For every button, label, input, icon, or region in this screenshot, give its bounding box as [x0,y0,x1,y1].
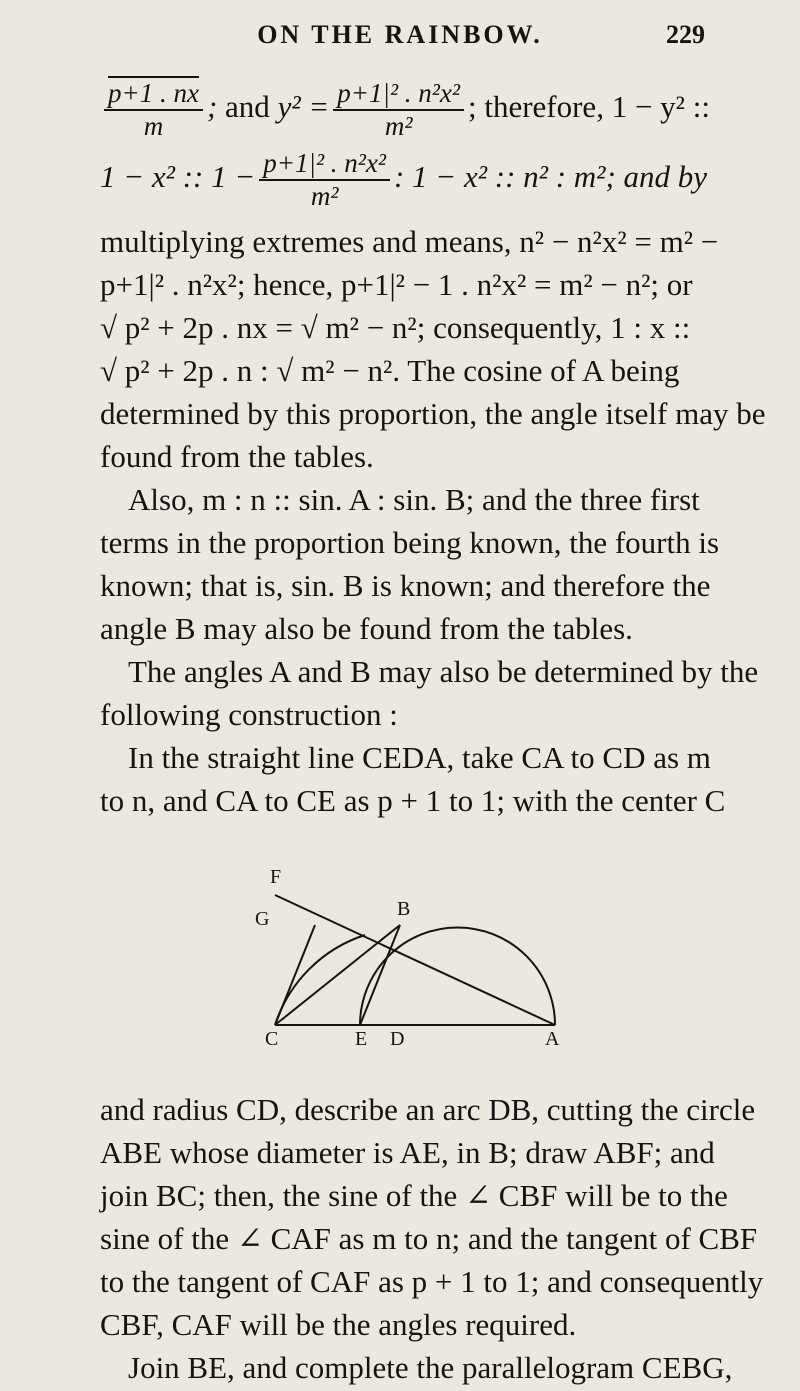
figure-label-b: B [397,898,411,920]
running-title: ON THE RAINBOW. [257,20,543,49]
fraction: $\frac{\text{p+1|² . n²x²}}{\text{m²}}$ [333,80,464,140]
text-line: and radius CD, describe an arc DB, cutting the circle [100,1092,756,1127]
page-number: 229 [666,20,705,49]
text-line: p+1|² . n²x²; hence, p+1|² − 1 . n²x² = m² − n²; or [100,267,693,302]
figure-label-c: C [265,1028,279,1045]
fraction: $\frac{p+1 . nx}{m}$ [104,80,203,140]
figure-label-a: A [545,1028,560,1045]
text-line: sine of the ∠ CAF as m to n; and the tangent of CBF [100,1221,758,1256]
text-line: to the tangent of CAF as p + 1 to 1; and consequently [100,1264,764,1299]
text-line: determined by this proportion, the angle itself may be [100,396,766,431]
text-line: √ p² + 2p . nx = √ m² − n²; consequently, 1 : x :: [100,310,691,345]
text-line: $\frac{p+1 . nx}{m}$ ; and y² = $\frac{\text{p+1|² . n²x²}}{\text{m²}}$ ; therefore, 1 − y² :: [100,80,740,140]
text-line: √ p² + 2p . n : √ m² − n². The cosine of A being [100,353,680,388]
text-line: following construction : [100,697,398,732]
text-line: multiplying extremes and means, n² − n²x² = m² − [100,224,719,259]
figure-label-f: F [270,866,282,888]
geometry-figure [255,855,575,1045]
figure-label-d: D [390,1028,405,1045]
text-line: ABE whose diameter is AE, in B; draw ABF; and [100,1135,715,1170]
text-line: angle B may also be found from the tables. [100,611,633,646]
page-header [0,20,800,60]
figure-label-e: E [355,1028,368,1045]
text-line: known; that is, sin. B is known; and therefore the [100,568,711,603]
text-line: Join BE, and complete the parallelogram CEBG, [128,1350,733,1385]
text-line: terms in the proportion being known, the fourth is [100,525,720,560]
fraction: $\frac{\text{p+1|² . n²x²}}{\text{m²}}$ [259,150,390,210]
figure-label-g: G [255,908,270,930]
text-line: In the straight line CEDA, take CA to CD as m [128,740,711,775]
construction-diagram [255,855,575,1045]
text-line: CBF, CAF will be the angles required. [100,1307,577,1342]
text-line: The angles A and B may also be determined by the [128,654,759,689]
text-line: found from the tables. [100,439,374,474]
text-line: 1 − x² :: 1 − $\frac{\text{p+1|² . n²x²}}{\text{m²}}$ : 1 − x² :: n² : m²; and by [100,148,708,211]
text-line: Also, m : n :: sin. A : sin. B; and the three first [128,482,700,517]
text-line: join BC; then, the sine of the ∠ CBF will be to the [100,1178,728,1213]
text-line: to n, and CA to CE as p + 1 to 1; with the center C [100,783,726,818]
